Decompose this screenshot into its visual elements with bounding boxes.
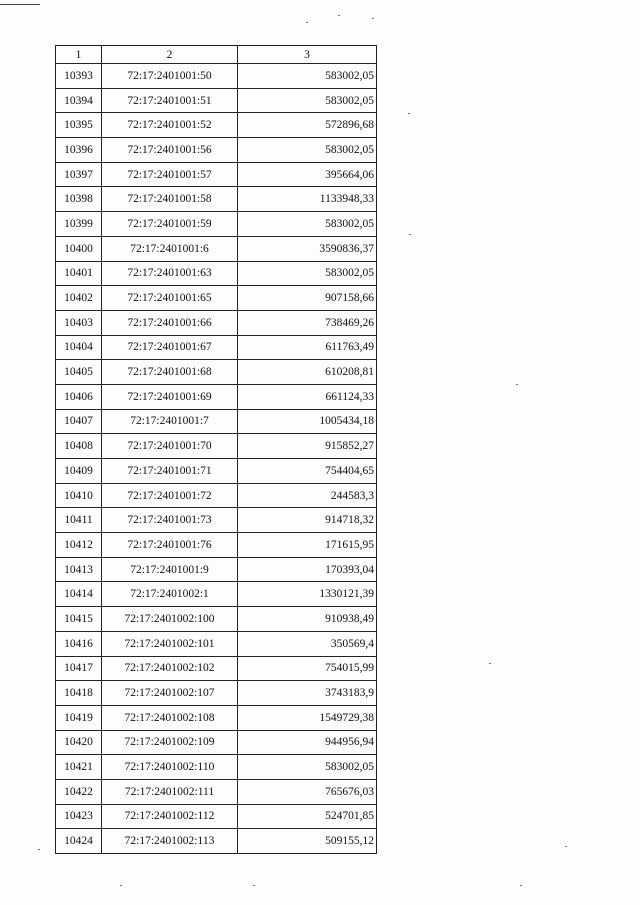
scan-speck xyxy=(306,22,308,23)
cadastral-number-cell: 72:17:2401002:1 xyxy=(102,582,238,607)
header-row xyxy=(56,46,377,64)
table-row xyxy=(56,138,377,163)
table-row xyxy=(56,64,377,89)
cadastral-number-cell: 72:17:2401001:66 xyxy=(102,310,238,335)
row-number-cell: 10423 xyxy=(56,804,102,829)
row-number-cell: 10416 xyxy=(56,631,102,656)
row-number-cell: 10407 xyxy=(56,409,102,434)
table-row xyxy=(56,88,377,113)
table-row xyxy=(56,730,377,755)
table-row xyxy=(56,607,377,632)
table-row xyxy=(56,212,377,237)
cadastral-number-cell: 72:17:2401002:101 xyxy=(102,631,238,656)
table-row xyxy=(56,113,377,138)
cadastral-number-cell: 72:17:2401001:9 xyxy=(102,557,238,582)
value-cell: 738469,26 xyxy=(238,310,377,335)
cadastral-number-cell: 72:17:2401001:71 xyxy=(102,459,238,484)
cadastral-number-cell: 72:17:2401002:102 xyxy=(102,656,238,681)
cadastral-number-cell: 72:17:2401001:63 xyxy=(102,261,238,286)
table-row xyxy=(56,681,377,706)
value-cell: 572896,68 xyxy=(238,113,377,138)
row-number-cell: 10415 xyxy=(56,607,102,632)
table-row xyxy=(56,162,377,187)
value-cell: 509155,12 xyxy=(238,829,377,854)
value-cell: 244583,3 xyxy=(238,483,377,508)
row-number-cell: 10408 xyxy=(56,434,102,459)
row-number-cell: 10395 xyxy=(56,113,102,138)
value-cell: 350569,4 xyxy=(238,631,377,656)
value-cell: 583002,05 xyxy=(238,138,377,163)
cadastral-number-cell: 72:17:2401001:67 xyxy=(102,335,238,360)
cadastral-number-cell: 72:17:2401002:108 xyxy=(102,705,238,730)
cadastral-number-cell: 72:17:2401002:111 xyxy=(102,779,238,804)
value-cell: 754404,65 xyxy=(238,459,377,484)
row-number-cell: 10418 xyxy=(56,681,102,706)
row-number-cell: 10396 xyxy=(56,138,102,163)
row-number-cell: 10401 xyxy=(56,261,102,286)
row-number-cell: 10422 xyxy=(56,779,102,804)
table-row xyxy=(56,335,377,360)
row-number-cell: 10403 xyxy=(56,310,102,335)
row-number-cell: 10398 xyxy=(56,187,102,212)
value-cell: 610208,81 xyxy=(238,360,377,385)
row-number-cell: 10421 xyxy=(56,755,102,780)
scan-speck xyxy=(516,384,518,385)
table-row xyxy=(56,310,377,335)
cadastral-number-cell: 72:17:2401001:69 xyxy=(102,384,238,409)
scan-speck xyxy=(409,234,411,235)
cadastral-number-cell: 72:17:2401001:7 xyxy=(102,409,238,434)
row-number-cell: 10404 xyxy=(56,335,102,360)
value-cell: 910938,49 xyxy=(238,607,377,632)
table-row xyxy=(56,434,377,459)
table-body xyxy=(56,64,377,854)
table-row xyxy=(56,557,377,582)
value-cell: 915852,27 xyxy=(238,434,377,459)
scan-speck xyxy=(38,849,40,850)
cadastral-number-cell: 72:17:2401001:52 xyxy=(102,113,238,138)
row-number-cell: 10399 xyxy=(56,212,102,237)
cadastral-number-cell: 72:17:2401002:112 xyxy=(102,804,238,829)
row-number-cell: 10397 xyxy=(56,162,102,187)
value-cell: 944956,94 xyxy=(238,730,377,755)
table-row xyxy=(56,236,377,261)
cadastral-number-cell: 72:17:2401002:113 xyxy=(102,829,238,854)
cadastral-number-cell: 72:17:2401001:6 xyxy=(102,236,238,261)
value-cell: 914718,32 xyxy=(238,508,377,533)
column-header-3: 3 xyxy=(238,46,377,64)
cadastral-number-cell: 72:17:2401001:58 xyxy=(102,187,238,212)
table-row xyxy=(56,384,377,409)
cadastral-value-table xyxy=(55,45,377,854)
table-row xyxy=(56,755,377,780)
column-header-2: 2 xyxy=(102,46,238,64)
value-cell: 3743183,9 xyxy=(238,681,377,706)
row-number-cell: 10413 xyxy=(56,557,102,582)
cadastral-number-cell: 72:17:2401001:72 xyxy=(102,483,238,508)
value-cell: 907158,66 xyxy=(238,286,377,311)
value-cell: 661124,33 xyxy=(238,384,377,409)
scan-speck xyxy=(120,885,122,886)
cadastral-number-cell: 72:17:2401001:59 xyxy=(102,212,238,237)
cadastral-number-cell: 72:17:2401001:68 xyxy=(102,360,238,385)
value-cell: 583002,05 xyxy=(238,88,377,113)
cadastral-number-cell: 72:17:2401001:65 xyxy=(102,286,238,311)
table-row xyxy=(56,533,377,558)
table-row xyxy=(56,286,377,311)
table-row xyxy=(56,829,377,854)
scan-artifact-line xyxy=(0,4,40,5)
cadastral-number-cell: 72:17:2401001:51 xyxy=(102,88,238,113)
row-number-cell: 10414 xyxy=(56,582,102,607)
row-number-cell: 10409 xyxy=(56,459,102,484)
scan-speck xyxy=(489,663,491,664)
table-row xyxy=(56,409,377,434)
row-number-cell: 10405 xyxy=(56,360,102,385)
value-cell: 3590836,37 xyxy=(238,236,377,261)
value-cell: 583002,05 xyxy=(238,261,377,286)
cadastral-number-cell: 72:17:2401002:110 xyxy=(102,755,238,780)
table-row xyxy=(56,705,377,730)
cadastral-number-cell: 72:17:2401001:57 xyxy=(102,162,238,187)
row-number-cell: 10393 xyxy=(56,64,102,89)
value-cell: 1330121,39 xyxy=(238,582,377,607)
table-row xyxy=(56,631,377,656)
row-number-cell: 10420 xyxy=(56,730,102,755)
scan-speck xyxy=(408,113,410,114)
row-number-cell: 10424 xyxy=(56,829,102,854)
cadastral-number-cell: 72:17:2401002:100 xyxy=(102,607,238,632)
table-row xyxy=(56,360,377,385)
scan-speck xyxy=(520,885,522,886)
cadastral-number-cell: 72:17:2401002:107 xyxy=(102,681,238,706)
value-cell: 1005434,18 xyxy=(238,409,377,434)
row-number-cell: 10417 xyxy=(56,656,102,681)
row-number-cell: 10400 xyxy=(56,236,102,261)
scan-speck xyxy=(253,885,255,886)
table-row xyxy=(56,779,377,804)
value-cell: 754015,99 xyxy=(238,656,377,681)
cadastral-number-cell: 72:17:2401001:76 xyxy=(102,533,238,558)
table-row xyxy=(56,582,377,607)
row-number-cell: 10394 xyxy=(56,88,102,113)
table-row xyxy=(56,483,377,508)
value-cell: 765676,03 xyxy=(238,779,377,804)
cadastral-number-cell: 72:17:2401001:73 xyxy=(102,508,238,533)
value-cell: 524701,85 xyxy=(238,804,377,829)
table-row xyxy=(56,187,377,212)
scan-speck xyxy=(338,15,340,16)
value-cell: 171615,95 xyxy=(238,533,377,558)
cadastral-number-cell: 72:17:2401001:70 xyxy=(102,434,238,459)
value-cell: 583002,05 xyxy=(238,755,377,780)
row-number-cell: 10411 xyxy=(56,508,102,533)
row-number-cell: 10406 xyxy=(56,384,102,409)
table-row xyxy=(56,804,377,829)
value-cell: 395664,06 xyxy=(238,162,377,187)
value-cell: 583002,05 xyxy=(238,212,377,237)
column-header-1: 1 xyxy=(56,46,102,64)
cadastral-number-cell: 72:17:2401002:109 xyxy=(102,730,238,755)
scan-speck xyxy=(565,846,567,847)
table-row xyxy=(56,656,377,681)
table-row xyxy=(56,459,377,484)
value-cell: 583002,05 xyxy=(238,64,377,89)
table-row xyxy=(56,261,377,286)
row-number-cell: 10412 xyxy=(56,533,102,558)
row-number-cell: 10419 xyxy=(56,705,102,730)
value-cell: 170393,04 xyxy=(238,557,377,582)
row-number-cell: 10402 xyxy=(56,286,102,311)
row-number-cell: 10410 xyxy=(56,483,102,508)
table-row xyxy=(56,508,377,533)
value-cell: 1549729,38 xyxy=(238,705,377,730)
cadastral-number-cell: 72:17:2401001:56 xyxy=(102,138,238,163)
cadastral-number-cell: 72:17:2401001:50 xyxy=(102,64,238,89)
scan-speck xyxy=(372,18,374,19)
value-cell: 1133948,33 xyxy=(238,187,377,212)
value-cell: 611763,49 xyxy=(238,335,377,360)
